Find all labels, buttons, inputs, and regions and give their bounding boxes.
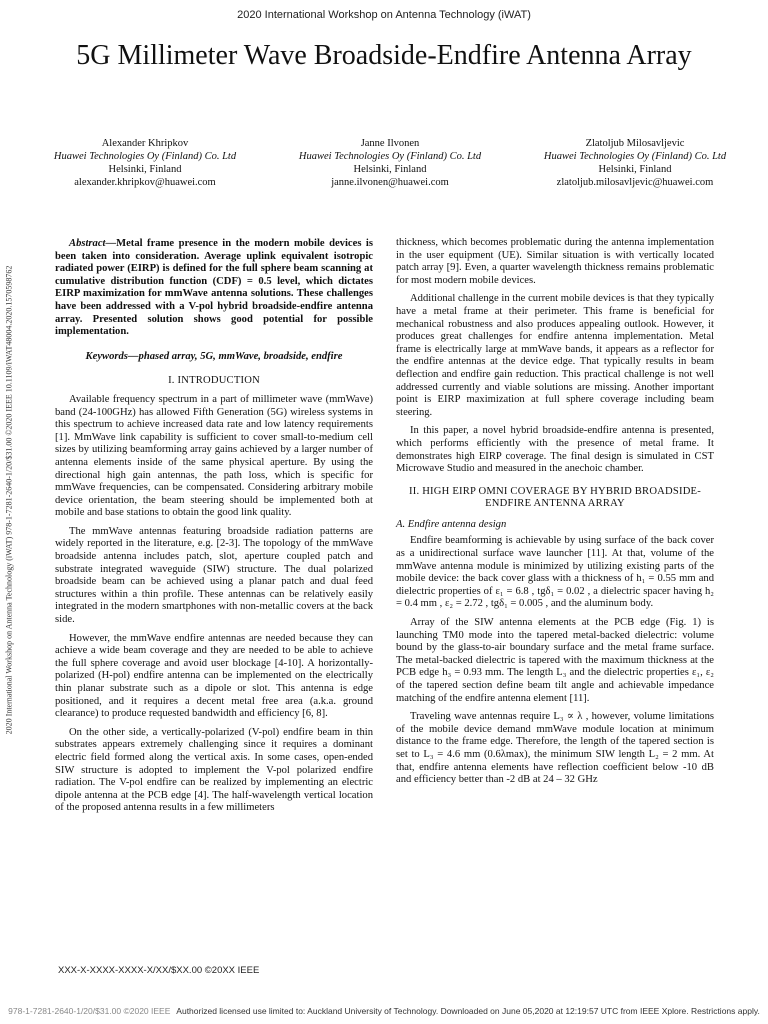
paragraph: Array of the SIW antenna elements at the PCB edge (Fig. 1) is launching TM0 mode into the tapered metal-backed dielectric: volume bound by the glass-to-air boundary surface and the metal frame surface. The metal-backed dielectric is tapered with the maximum thickness at the PCB edge h₃ = 0.93 mm. The length L₃ and the dielectric properties ε₁, ε₂ of the tapered section define beam tilt angle and achievable impedance matching of the endfire antenna element [11]. (396, 617, 714, 704)
right-column (396, 237, 714, 793)
doi-sidebar (2, 220, 16, 780)
author-affiliation: Huawei Technologies Oy (Finland) Co. Ltd (543, 151, 727, 162)
section-heading-high-eirp: II. HIGH EIRP OMNI COVERAGE BY HYBRID BROADSIDE-ENDFIRE ANTENNA ARRAY (409, 485, 701, 510)
isbn-overlay: 978-1-7281-2640-1/20/$31.00 ©2020 IEEE (8, 1006, 171, 1016)
paragraph: Endfire beamforming is achievable by using surface of the back cover as a unidirectional surface wave launcher [11]. At that, volume of the mmWave antenna module is minimized by utilizing existing parts of the mobile device: the back cover glass with a thickness of h₁ = 0.55 mm and dielectric properties of ε₁ = 6.8 , tgδ₁ = 0.02 , a dielectric spacer having h₂ = 0.4 mm , ε₂ = 2.72 , tgδ₁ = 0.005 , and the aluminum body. (396, 535, 714, 610)
subsection-heading-endfire: A. Endfire antenna design (396, 518, 507, 530)
author-affiliation: Huawei Technologies Oy (Finland) Co. Ltd (298, 151, 482, 162)
paragraph: The mmWave antennas featuring broadside radiation patterns are widely reported in the literature, e.g. [2-3]. The topology of the mmWave broadside antenna includes patch, slot, aperture coupled patch and substrate integrated waveguide (SIW) structure. The dual polarized broadside beam can be achieved using a planar patch and dual feed structures within a thin profile. These antennas can be relatively easily integrated in the modern smartphones with non-metallic covers at the back side. (55, 525, 373, 626)
author-3 (530, 137, 740, 189)
section-heading-introduction: I. INTRODUCTION (168, 375, 260, 387)
license-footer (0, 1006, 768, 1016)
author-name: Alexander Khripkov (101, 138, 189, 149)
doi-sidebar-text: 2020 International Workshop on Antenna Technology (iWAT) 978-1-7281-2640-1/20/$31.00 ©2020 IEEE 10.1109/iWAT48004.2020.1570598762 (4, 265, 14, 735)
paragraph: On the other side, a vertically-polarized (V-pol) endfire beam in thin substrates appears extremely challenging since it requires a dominant electric field formed along the vertical axis. In some cases, open-ended SIW structure is adopted to implement the V-pol polarized endfire radiation. The V-pol endfire can be realized by implementing an electric dipole antenna at the PCB edge [4]. The half-wavelength vertical location of the proposed antenna results in a few millimeters (55, 726, 373, 814)
paper-title: 5G Millimeter Wave Broadside-Endfire Antenna Array (76, 40, 692, 71)
paragraph: thickness, which becomes problematic during the antenna implementation in the user equipment (UE). Similar situation is with vertically located patch array [9]. Even, a quarter wavelength thickness remains problematic for most modern mobile devices. (396, 237, 714, 286)
paragraph: Additional challenge in the current mobile devices is that they typically have a metal frame at their perimeter. This frame is beneficial for mechanical robustness and also produces appealing outlook. However, it produces great challenges for endfire antenna implementation. Metal frame is electrically large at mmWave bands, it appears as a reflector for the endfire antennas at the device edge. That typically results in beam deflection and endfire gain reduction. This practical challenge is not well addressed currently and viable solutions are missing. Another important point is EIRP maximization at full sphere coverage including beam steering. (396, 293, 714, 418)
author-affiliation: Huawei Technologies Oy (Finland) Co. Ltd (53, 151, 237, 162)
author-2 (285, 137, 495, 189)
paragraph: In this paper, a novel hybrid broadside-endfire antenna is presented, which performs efficiently with the presence of metal frame. It demonstrates high EIRP coverage. The final design is simulated in CST Microwave Studio and measured in the anechoic chamber. (396, 425, 714, 475)
author-name: Zlatoljub Milosavljevic (585, 138, 685, 149)
author-email[interactable]: zlatoljub.milosavljevic@huawei.com (556, 177, 714, 188)
abstract-label: Abstract (69, 238, 106, 249)
author-location: Helsinki, Finland (353, 164, 427, 175)
paragraph: Traveling wave antennas require L₃ ∝ λ , however, volume limitations of the mobile device demand mmWave module location at minimum distance to the frame edge. Therefore, the length of the tapered section is set to L₃ = 4.6 mm (0.6λmax), the minimum SIW length L₂ = 2 mm. At that, endfire antenna elements have reflection coefficient below -10 dB and efficiency better than -2 dB at 24 – 32 GHz (396, 711, 714, 786)
paragraph: However, the mmWave endfire antennas are needed because they can achieve a wide beam coverage and they are needed to be able to achieve the full sphere coverage and avoid user blockage [4-10]. A horizontally-polarized (H-pol) endfire antenna can be implemented on the electrically thin planar substrate such as a dipole or slot. This antenna is edge positioned, and it requires a decent metal free area (a.k.a. ground clearance) to produce requested bandwidth and efficiency [6, 8]. (55, 632, 373, 720)
author-name: Janne Ilvonen (360, 138, 420, 149)
author-block (40, 137, 740, 189)
abstract-text: —Metal frame presence in the modern mobile devices is been taken into consideration. Average uplink equivalent isotropic radiated power (EIRP) is defined for the full sphere beam scanning at cumulative distribution function (CDF) = 0.5 level, which dictates EIRP maximization for mmWave antenna solutions. These challenges have been addressed with a V-pol hybrid broadside-endfire antenna array. Presented solution shows good potential for possible implementation. (55, 238, 373, 338)
author-email[interactable]: alexander.khripkov@huawei.com (74, 177, 216, 188)
author-email[interactable]: janne.ilvonen@huawei.com (331, 177, 449, 188)
author-1 (40, 137, 250, 189)
author-location: Helsinki, Finland (108, 164, 182, 175)
copyright-footer: XXX-X-XXXX-XXXX-X/XX/$XX.00 ©20XX IEEE (58, 965, 260, 976)
keywords: Keywords—phased array, 5G, mmWave, broadside, endfire (85, 350, 343, 362)
author-location: Helsinki, Finland (598, 164, 672, 175)
left-column (55, 238, 373, 821)
conference-header: 2020 International Workshop on Antenna Technology (iWAT) (237, 9, 531, 21)
license-text: Authorized licensed use limited to: Auckland University of Technology. Downloaded on June 05,2020 at 12:19:57 UTC from IEEE Xplore. Restrictions apply. (176, 1006, 760, 1016)
abstract (55, 238, 373, 339)
paragraph: Available frequency spectrum in a part of millimeter wave (mmWave) band (24-100GHz) has allowed Fifth Generation (5G) wireless systems in this spectrum to achieve increased data rate and low latency requirements [1]. MmWave link capability is sufficient to cover small-to-medium cell sizes by utilizing beamforming array gains achieved by a larger number of antenna elements inside of the same physical aperture. By using the directional high gain antennas, the path loss, which is specific for mmWave frequencies, can be compensated. Considering arbitrary mobile device orientation, the beam steering should be implemented both at mobile and base stations to obtain the good link quality. (55, 393, 373, 519)
